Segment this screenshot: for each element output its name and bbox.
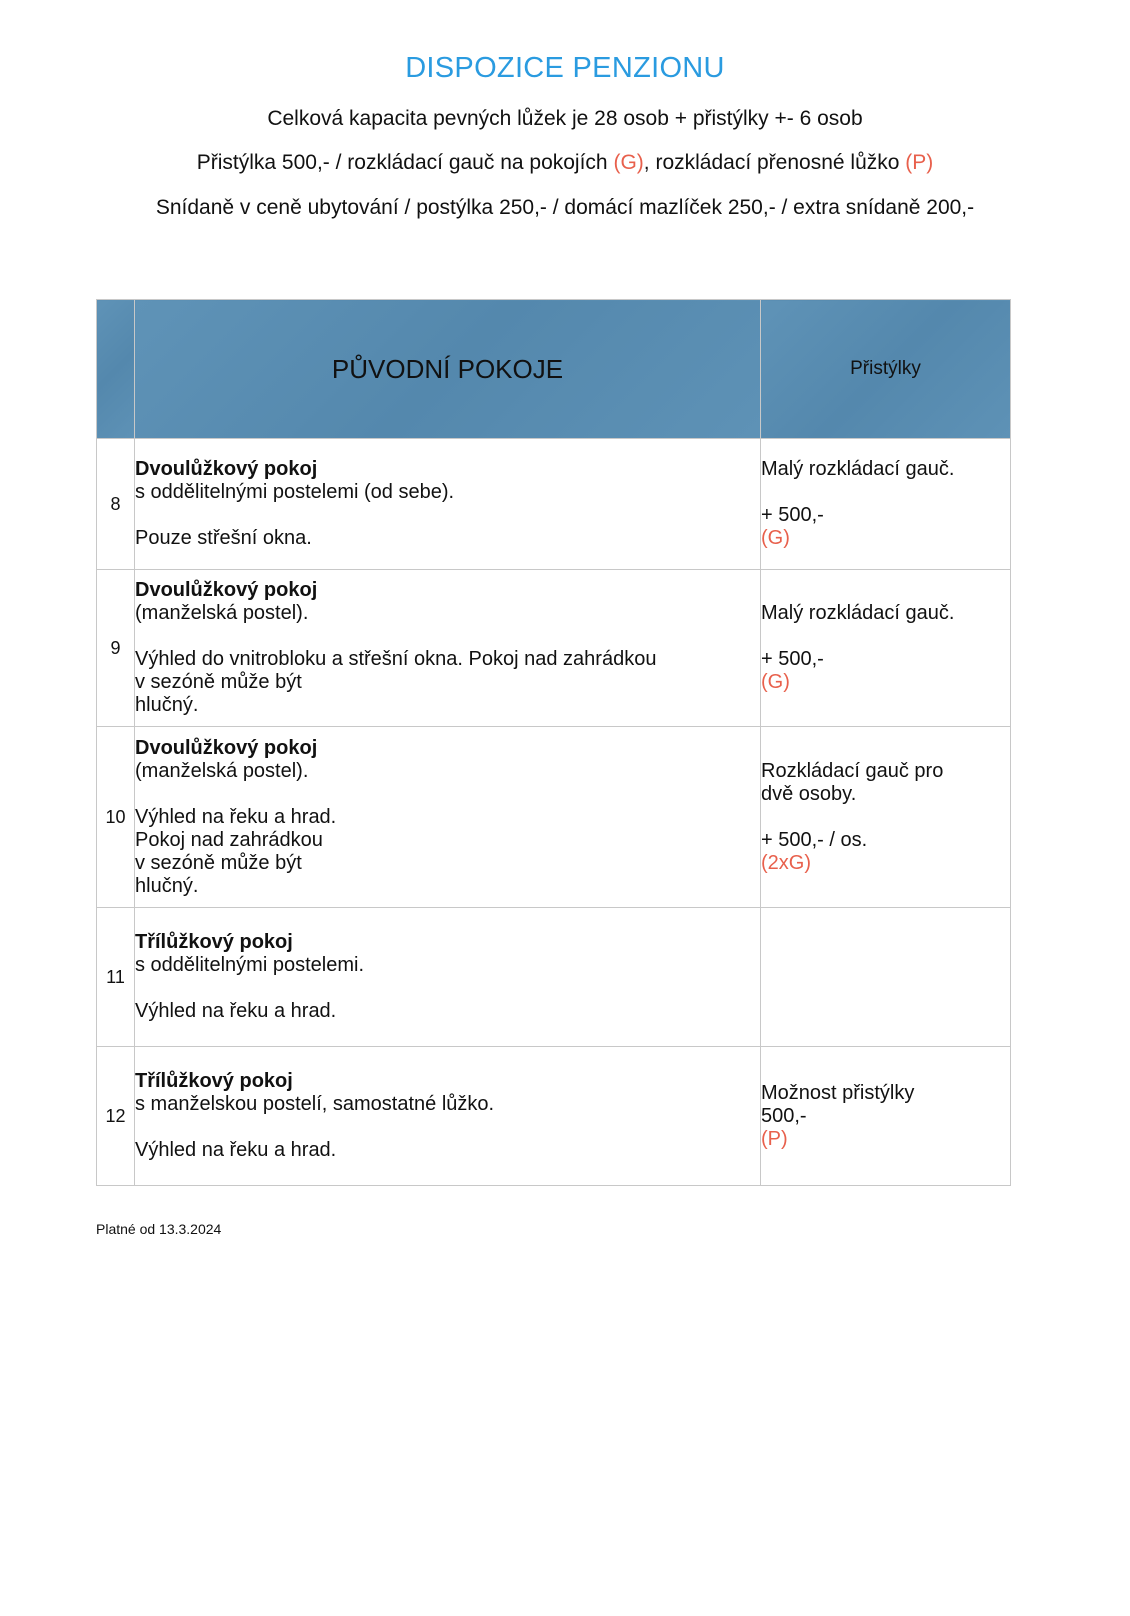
room-description xyxy=(135,1047,761,1186)
extra-bed-description: Malý rozkládací gauč. xyxy=(761,458,955,480)
room-number: 9 xyxy=(97,570,135,727)
extra-bed-description: 500,- xyxy=(761,1104,807,1127)
extra-bed-text-a: Přistýlka 500,- / rozkládací gauč na pokojích xyxy=(196,151,614,174)
room-view-info: hlučný. xyxy=(135,694,199,716)
room-type: Dvoulůžkový pokoj xyxy=(135,736,318,759)
extra-bed-price: + 500,- / os. xyxy=(761,828,868,851)
extra-bed-description: Možnost přistýlky xyxy=(761,1081,915,1104)
extra-bed-code: (P) xyxy=(761,1127,788,1150)
table-header-row xyxy=(97,300,1011,439)
spacer xyxy=(135,977,760,1000)
extra-bed-cell xyxy=(761,908,1011,1047)
extra-bed-price: + 500,- xyxy=(761,648,824,670)
room-view-info: v sezóně může být xyxy=(135,851,302,874)
room-description xyxy=(135,439,761,570)
room-bed-info: (manželská postel). xyxy=(135,602,309,624)
room-view-info: Výhled do vnitrobloku a střešní okna. Pokoj nad zahrádkou xyxy=(135,648,657,670)
spacer xyxy=(135,783,760,806)
extra-bed-code: (G) xyxy=(761,527,790,549)
pricing-info: Snídaně v ceně ubytování / postýlka 250,- / domácí mazlíček 250,- / extra snídaně 200,- xyxy=(155,196,975,219)
extra-bed-cell xyxy=(761,439,1011,570)
spacer xyxy=(135,625,760,648)
room-view-info: Výhled na řeku a hrad. xyxy=(135,1000,337,1022)
extra-bed-description: dvě osoby. xyxy=(761,782,857,805)
extra-bed-code: (G) xyxy=(761,671,790,693)
spacer xyxy=(135,504,760,527)
extra-bed-cell xyxy=(761,570,1011,727)
room-description xyxy=(135,727,761,908)
spacer xyxy=(135,1116,760,1139)
room-number: 12 xyxy=(97,1047,135,1186)
room-description xyxy=(135,570,761,727)
room-bed-info: s manželskou postelí, samostatné lůžko. xyxy=(135,1093,495,1115)
room-description xyxy=(135,908,761,1047)
room-bed-info: s oddělitelnými postelemi. xyxy=(135,954,364,976)
room-view-info: hlučný. xyxy=(135,874,199,897)
room-bed-info: (manželská postel). xyxy=(135,759,309,782)
spacer xyxy=(761,481,1010,504)
room-number: 8 xyxy=(97,439,135,570)
room-number: 11 xyxy=(97,908,135,1047)
room-type: Třílůžkový pokoj xyxy=(135,1070,293,1092)
room-number: 10 xyxy=(97,727,135,908)
extra-bed-cell xyxy=(761,1047,1011,1186)
table-row xyxy=(97,908,1011,1047)
room-view-info: v sezóně může být xyxy=(135,671,302,693)
extra-bed-cell xyxy=(761,727,1011,908)
extra-bed-info xyxy=(0,151,1130,175)
extra-bed-code: (2xG) xyxy=(761,851,811,874)
spacer xyxy=(761,806,1010,829)
room-view-info: Výhled na řeku a hrad. xyxy=(135,805,337,828)
header-number-cell xyxy=(97,300,135,439)
capacity-info: Celková kapacita pevných lůžek je 28 osob + přistýlky +- 6 osob xyxy=(267,107,863,130)
room-type: Dvoulůžkový pokoj xyxy=(135,579,318,601)
sofa-code-g: (G) xyxy=(613,151,644,174)
extra-bed-price: + 500,- xyxy=(761,504,824,526)
header-rooms: PŮVODNÍ POKOJE xyxy=(135,300,761,439)
room-type: Třílůžkový pokoj xyxy=(135,931,293,953)
valid-from-note: Platné od 13.3.2024 xyxy=(96,1221,222,1237)
header-extra-beds: Přistýlky xyxy=(761,300,1011,439)
room-view-info: Výhled na řeku a hrad. xyxy=(135,1139,337,1161)
table-row xyxy=(97,439,1011,570)
table-row xyxy=(97,1047,1011,1186)
page-title: DISPOZICE PENZIONU xyxy=(405,52,725,84)
extra-bed-description: Malý rozkládací gauč. xyxy=(761,602,955,624)
room-bed-info: s oddělitelnými postelemi (od sebe). xyxy=(135,481,455,503)
room-view-info: Pokoj nad zahrádkou xyxy=(135,828,323,851)
extra-bed-text-b: , rozkládací přenosné lůžko xyxy=(643,151,906,174)
room-view-info: Pouze střešní okna. xyxy=(135,527,312,549)
room-type: Dvoulůžkový pokoj xyxy=(135,458,318,480)
table-row xyxy=(97,570,1011,727)
spacer xyxy=(761,625,1010,648)
extra-bed-description: Rozkládací gauč pro xyxy=(761,759,944,782)
table-row xyxy=(97,727,1011,908)
portable-bed-code-p: (P) xyxy=(905,151,934,174)
rooms-table xyxy=(96,299,1011,1186)
